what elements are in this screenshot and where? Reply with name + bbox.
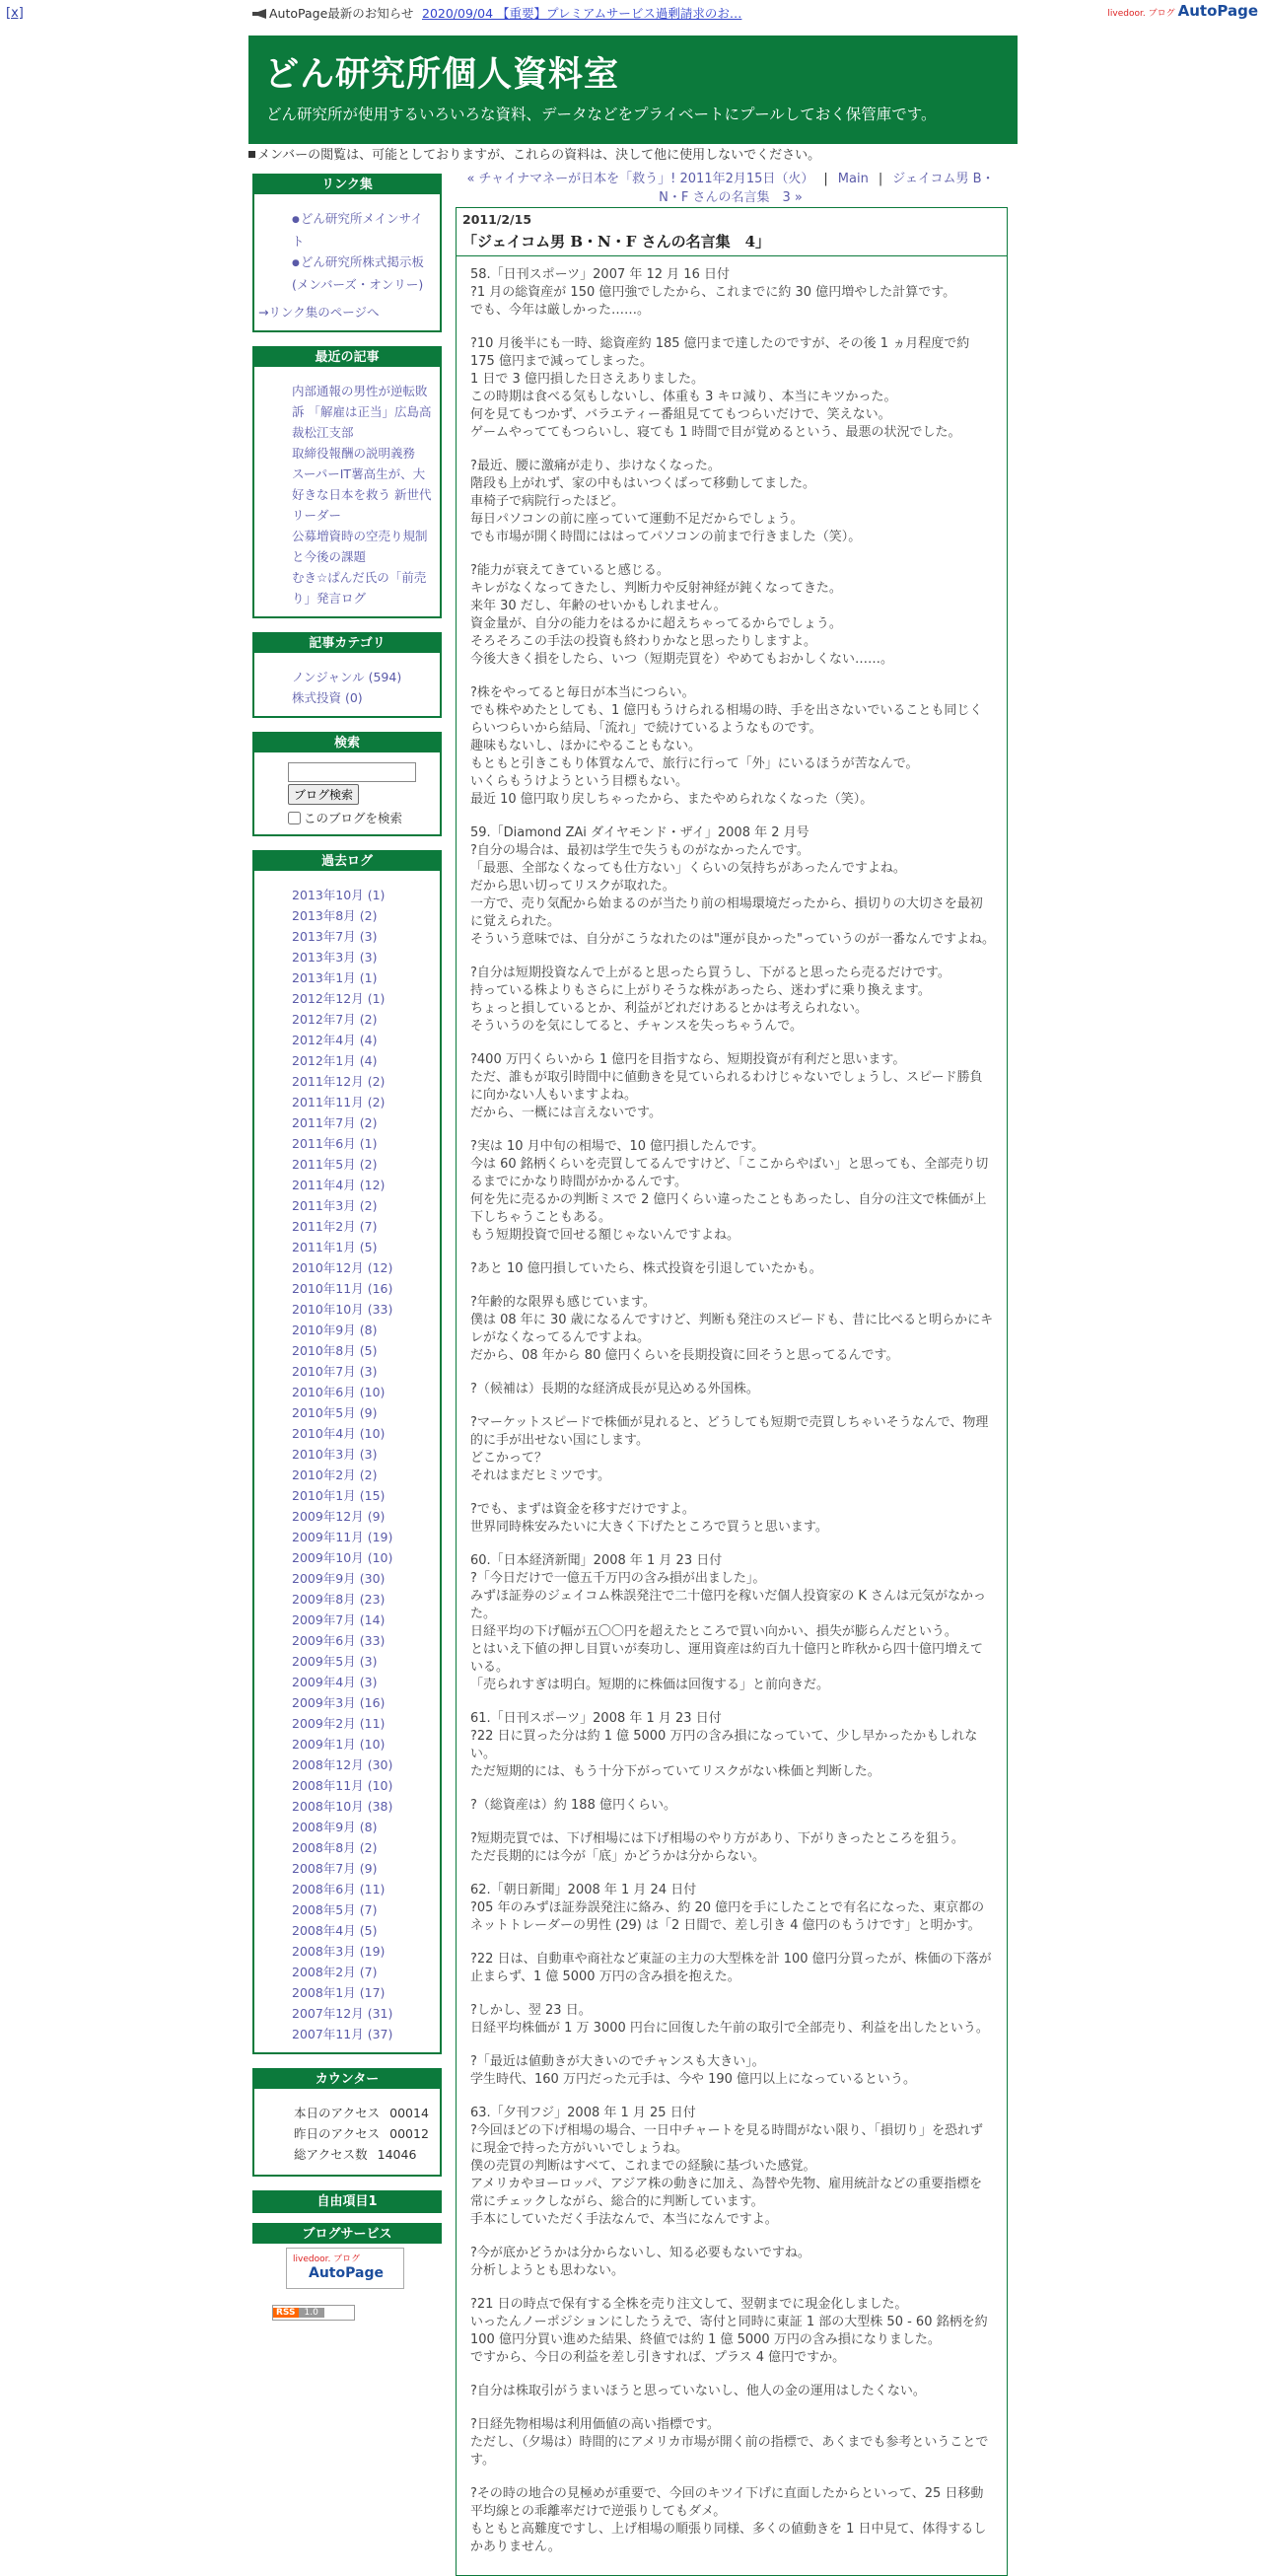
categories-box bbox=[252, 632, 442, 718]
post-paragraph: ?株をやってると毎日が本当につらい。 でも株やめたとしても、1 億円もうけられる相場の時、手を出さないでいることも同じくらいつらいから結局、「流れ」で続けているようなものです。 趣味もないし、ほかにやることもない。 もともと引きこもり体質なんで、旅行に行って「外」にいるほうが苦なんで。 いくらもうけようという目標もない。 最近 10 億円取り戻しちゃったから、またやめられなくなった（笑）。 bbox=[470, 685, 983, 807]
post-paragraph: ?22 日は、自動車や商社など東証の主力の大型株を計 100 億円分買ったが、株価の下落が止まらず、1 億 5000 万円の含み損を抱えた。 bbox=[470, 1952, 992, 1984]
post-paragraph: 58.「日刊スポーツ」2007 年 12 月 16 日付 ?1 月の総資産が 150 億円強でしたから、これまでに約 30 億円増やした計算です。 でも、今年は厳しかった……。 bbox=[470, 267, 956, 318]
archive-month-link[interactable]: 2011年6月 (1) bbox=[292, 1136, 378, 1151]
archive-month-link[interactable]: 2007年12月 (31) bbox=[292, 2006, 393, 2021]
links-box bbox=[252, 174, 442, 332]
free-item-title: 自由項目1 bbox=[254, 2192, 440, 2211]
archive-month-link[interactable]: 2009年4月 (3) bbox=[292, 1675, 378, 1689]
archive-month-link[interactable]: 2008年4月 (5) bbox=[292, 1923, 378, 1938]
archive-month-link[interactable]: 2008年10月 (38) bbox=[292, 1799, 393, 1814]
recent-post-item[interactable]: 取締役報酬の説明義務 bbox=[292, 446, 416, 461]
autopage-logo[interactable]: livedoor. ブログ AutoPage bbox=[1107, 2, 1258, 20]
recent-post-item[interactable]: 公募増資時の空売り規制と今後の課題 bbox=[292, 529, 428, 564]
blog-service-title: ブログサービス bbox=[254, 2225, 440, 2244]
main-link[interactable]: Main bbox=[837, 172, 869, 186]
rss-badge[interactable]: RSS 1.0 bbox=[272, 2305, 355, 2321]
archive-month-link[interactable]: 2011年2月 (7) bbox=[292, 1219, 378, 1234]
recent-posts-box bbox=[252, 346, 442, 618]
categories-title: 記事カテゴリ bbox=[254, 634, 440, 653]
post-paragraph: ?（候補は）長期的な経済成長が見込める外国株。 bbox=[470, 1382, 759, 1396]
archive-month-link[interactable]: 2010年5月 (9) bbox=[292, 1405, 378, 1420]
post-paragraph: 62.「朝日新聞」2008 年 1 月 24 日付 ?05 年のみずほ証券誤発注に絡み、約 20 億円を手にしたことで有名になった、東京都のネットトレーダーの男性 (29) は「2 日間で、差し引き 4 億円のもうけです」と明かす。 bbox=[470, 1883, 985, 1933]
archive-month-link[interactable]: 2011年5月 (2) bbox=[292, 1157, 378, 1172]
post-paragraph: 61.「日刊スポーツ」2008 年 1 月 23 日付 ?22 日に買った分は約 1 億 5000 万円の含み損になっていて、少し早かったかもしれない。 ただ短期的には、もう十分下がっていてリスクがない株価と判断した。 bbox=[470, 1711, 978, 1779]
post-paragraph: ?10 月後半にも一時、総資産約 185 億円まで達したのですが、その後 1 ヵ月程度で約 175 億円まで減ってしまった。 1 日で 3 億円損した日さえありました。 この時期は食べる気もしないし、体重も 3 キロ減り、本当にキツかった。 何を見てもつかず、バラエティー番組見ててもつらいだけで、笑えない。 ゲームやっててもつらいし、寝ても 1 時間で目が覚めるという、最悪の状況でした。 bbox=[470, 336, 970, 440]
archive-title: 過去ログ bbox=[254, 852, 440, 871]
archive-month-link[interactable]: 2008年9月 (8) bbox=[292, 1820, 378, 1834]
blog-title[interactable]: どん研究所個人資料室 bbox=[264, 54, 620, 95]
archive-month-link[interactable]: 2010年7月 (3) bbox=[292, 1364, 378, 1379]
archive-month-link[interactable]: 2009年8月 (23) bbox=[292, 1592, 386, 1607]
archive-month-link[interactable]: 2011年7月 (2) bbox=[292, 1115, 378, 1130]
archive-month-link[interactable]: 2010年2月 (2) bbox=[292, 1467, 378, 1482]
post-paragraph: ?自分は株取引がうまいほうと思っていないし、他人の金の運用はしたくない。 bbox=[470, 2384, 926, 2398]
archive-month-link[interactable]: 2008年8月 (2) bbox=[292, 1840, 378, 1855]
archive-month-link[interactable]: 2010年8月 (5) bbox=[292, 1343, 378, 1358]
archive-month-link[interactable]: 2009年5月 (3) bbox=[292, 1654, 378, 1669]
blog-subtitle: どん研究所が使用するいろいろな資料、データなどをプライベートにプールしておく保管庫です。 bbox=[266, 106, 937, 123]
archive-month-link[interactable]: 2011年4月 (12) bbox=[292, 1178, 386, 1192]
archive-month-link[interactable]: 2013年1月 (1) bbox=[292, 970, 378, 985]
post-paragraph: ?でも、まずは資金を移すだけですよ。 世界同時株安みたいに大きく下げたところで買うと思います。 bbox=[470, 1502, 828, 1535]
archive-month-link[interactable]: 2012年7月 (2) bbox=[292, 1012, 378, 1027]
archive-month-link[interactable]: 2008年2月 (7) bbox=[292, 1965, 378, 1979]
archive-month-link[interactable]: 2008年11月 (10) bbox=[292, 1778, 393, 1793]
category-item[interactable]: 株式投資 (0) bbox=[292, 690, 363, 705]
archive-month-link[interactable]: 2008年5月 (7) bbox=[292, 1902, 378, 1917]
archive-month-link[interactable]: 2011年11月 (2) bbox=[292, 1095, 386, 1109]
archive-month-link[interactable]: 2008年1月 (17) bbox=[292, 1985, 386, 2000]
recent-post-item[interactable]: むき☆ぱんだ氏の「前売り」発言ログ bbox=[292, 570, 427, 606]
archive-month-link[interactable]: 2009年7月 (14) bbox=[292, 1612, 386, 1627]
post-paragraph: ?日経先物相場は利用価値の高い指標です。 ただし、（夕場は）時間的にアメリカ市場が開く前の指標で、あくまでも参考ということです。 bbox=[470, 2417, 989, 2468]
archive-month-link[interactable]: 2009年1月 (10) bbox=[292, 1737, 386, 1752]
post-paragraph: ?「最近は値動きが大きいのでチャンスも大きい」。 学生時代、160 万円だった元手は、今や 190 億円以上になっているという。 bbox=[470, 2054, 917, 2087]
archive-month-link[interactable]: 2008年7月 (9) bbox=[292, 1861, 378, 1876]
notice-text: AutoPage最新のお知らせ bbox=[269, 6, 414, 21]
counter-box bbox=[252, 2068, 442, 2177]
links-title: リンク集 bbox=[254, 176, 440, 194]
archive-month-link[interactable]: 2010年6月 (10) bbox=[292, 1385, 386, 1399]
post-paragraph: ?最近、腰に激痛が走り、歩けなくなった。 階段も上がれず、家の中もはいつくばって移動してました。 車椅子で病院行ったほど。 毎日パソコンの前に座っていて運動不足だからでしょう。 でも市場が開く時間にははってパソコンの前まで行きました（笑）。 bbox=[470, 459, 862, 544]
post-paragraph: ?400 万円くらいから 1 億円を目指すなら、短期投資が有利だと思います。 ただ、誰もが取引時間中に値動きを見ていられるわけじゃないでしょうし、スピード勝負に向かない人もいますよね。 だから、一概には言えないです。 bbox=[470, 1052, 983, 1120]
next-post-link[interactable]: ジェイコム男 B・N・F さんの名言集 3 » bbox=[659, 172, 995, 205]
post-paragraph: ?あと 10 億円損していたら、株式投資を引退していたかも。 bbox=[470, 1261, 822, 1276]
nav-separator: | bbox=[878, 172, 883, 186]
top-notification-bar bbox=[0, 0, 1266, 24]
recent-post-item[interactable]: 内部通報の男性が逆転敗訴 「解雇は正当」広島高裁松江支部 bbox=[292, 384, 432, 440]
archive-month-link[interactable]: 2010年11月 (16) bbox=[292, 1281, 393, 1296]
counter-row-total: 総アクセス数 14046 bbox=[294, 2147, 417, 2162]
post-paragraph: ?その時の地合の見極めが重要で、今回のキツイ下げに直面したからといって、25 日移動平均線との乖離率だけで逆張りしてもダメ。 もともと高難度ですし、上げ相場の順張り同様、多くの値動きを 1 日中見て、体得するしかありません。 bbox=[470, 2486, 987, 2554]
archive-month-link[interactable]: 2007年11月 (37) bbox=[292, 2027, 393, 2041]
search-input[interactable] bbox=[288, 762, 416, 782]
archive-month-link[interactable]: 2009年3月 (16) bbox=[292, 1695, 386, 1710]
archive-month-link[interactable]: 2009年11月 (19) bbox=[292, 1530, 393, 1544]
counter-row-today: 本日のアクセス 00014 bbox=[294, 2106, 429, 2120]
post-paragraph: 60.「日本経済新聞」2008 年 1 月 23 日付 ?「今日だけで一億五千万円の含み損が出ました」。 みずほ証券のジェイコム株誤発注で二十億円を稼いだ個人投資家の K さんは元気がなかった。 日経平均の下げ幅が五〇〇円を超えたところで買い向かい、損失が膨らんだという。 とはいえ下値の押し目買いが奏功し、運用資産は約百九十億円と昨秋から四十億円増えている。 「売られすぎは明白。短期的に株価は回復する」と前向きだ。 bbox=[470, 1553, 987, 1692]
this-blog-checkbox[interactable] bbox=[288, 812, 301, 824]
link-item[interactable]: ● どん研究所株式掲示板(メンバーズ・オンリー) bbox=[292, 251, 432, 295]
post-paragraph: ?短期売買では、下げ相場には下げ相場のやり方があり、下がりきったところを狙う。 ただ長期的には今が「底」かどうかは分からない。 bbox=[470, 1831, 964, 1864]
post-paragraph: ?今が底かどうかは分からないし、知る必要もないですね。 分析しようとも思わない。 bbox=[470, 2246, 810, 2278]
post-paragraph: ?実は 10 月中旬の相場で、10 億円損したんです。 今は 60 銘柄くらいを売買してるんですけど、「ここからやばい」と思っても、全部売り切るまでにかなり時間がかかるんです。 何を先に売るかの判断ミスで 2 億円くらい違ったこともあったし、自分の注文で株価が上下しちゃうこともある。 もう短期投資で回せる額じゃないんですよね。 bbox=[470, 1139, 989, 1243]
recent-posts-title: 最近の記事 bbox=[254, 348, 440, 367]
archive-month-link[interactable]: 2013年10月 (1) bbox=[292, 888, 386, 902]
archive-month-link[interactable]: 2010年10月 (33) bbox=[292, 1302, 393, 1317]
post-paragraph: ?マーケットスピードで株価が見れると、どうしても短期で売買しちゃいそうなんで、物理的に手が出せない国にします。 どこかって？ それはまだヒミツです。 bbox=[470, 1415, 989, 1483]
post-title: 「ジェイコム男 B・N・F さんの名言集 4」 bbox=[462, 233, 771, 250]
archive-month-link[interactable]: 2010年12月 (12) bbox=[292, 1260, 393, 1275]
blog-header bbox=[248, 36, 1018, 144]
archive-month-link[interactable]: 2009年9月 (30) bbox=[292, 1571, 386, 1586]
blog-search-button[interactable]: ブログ検索 bbox=[288, 784, 359, 805]
post-paragraph: 59.「Diamond ZAi ダイヤモンド・ザイ」2008 年 2 月号 ?自分の場合は、最初は学生で失うものがなかったんです。 「最悪、全部なくなっても仕方ない」くらいの気持ちがあったんですよね。 だから思い切ってリスクが取れた。 一方で、売り気配から始まるのが当たり前の相場環境だったから、損切りの大切さを最初に覚えられた。 そういう意味では、自分がこうなれたのは"運が良かった"っていうのが一番なんですよね。 bbox=[470, 825, 995, 947]
blog-service-box bbox=[252, 2223, 442, 2244]
post-paragraph: ?21 日の時点で保有する全株を売り注文して、翌朝までに現金化しました。 いったんノーポジションにしたうえで、寄付と同時に東証 1 部の大型株 50 - 60 銘柄を約 100 億円分買い進めた結果、終値では約 1 億 5000 万円の含み損になりました。 ですから、今日の利益を差し引きすれば、プラス 4 億円ですか。 bbox=[470, 2297, 988, 2365]
archive-month-link[interactable]: 2010年1月 (15) bbox=[292, 1488, 386, 1503]
archive-list bbox=[254, 871, 440, 2052]
prev-post-link[interactable]: « チャイナマネーが日本を「救う」! 2011年2月15日（火） bbox=[466, 172, 814, 186]
news-link[interactable]: 2020/09/04 【重要】プレミアムサービス過剰請求のお… bbox=[422, 6, 742, 21]
search-box bbox=[252, 732, 442, 836]
archive-month-link[interactable]: 2008年12月 (30) bbox=[292, 1757, 393, 1772]
archive-month-link[interactable]: 2011年3月 (2) bbox=[292, 1198, 378, 1213]
post-paragraph: ?自分は短期投資なんで上がると思ったら買うし、下がると思ったら売るだけです。 持っている株よりもさらに上がりそうな株があったら、迷わずに乗り換えます。 ちょっと損しているとか、利益がどれだけあるとかは考えられない。 そういうのを気にしてると、チャンスを失っちゃうんで。 bbox=[470, 966, 950, 1034]
archive-month-link[interactable]: 2013年8月 (2) bbox=[292, 908, 378, 923]
counter-row-yesterday: 昨日のアクセス 00012 bbox=[294, 2126, 429, 2141]
category-item[interactable]: ノンジャンル (594) bbox=[292, 670, 402, 684]
archive-month-link[interactable]: 2012年12月 (1) bbox=[292, 991, 386, 1006]
archive-month-link[interactable]: 2008年3月 (19) bbox=[292, 1944, 386, 1959]
archive-box bbox=[252, 850, 442, 2054]
search-scope-label[interactable]: このブログを検索 bbox=[288, 809, 434, 828]
archive-month-link[interactable]: 2012年1月 (4) bbox=[292, 1053, 378, 1068]
archive-month-link[interactable]: 2011年1月 (5) bbox=[292, 1240, 378, 1254]
archive-month-link[interactable]: 2011年12月 (2) bbox=[292, 1074, 386, 1089]
post-paragraph: ?（総資産は）約 188 億円くらい。 bbox=[470, 1798, 676, 1813]
sidebar bbox=[252, 174, 442, 2321]
member-notice: メンバーの閲覧は、可能としておりますが、これらの資料は、決して他に使用しないでください。 bbox=[248, 144, 820, 163]
notice-label bbox=[252, 4, 413, 22]
autopage-badge[interactable]: livedoor. ブログ AutoPage bbox=[286, 2248, 404, 2289]
free-item-box bbox=[252, 2190, 442, 2213]
archive-month-link[interactable]: 2009年2月 (11) bbox=[292, 1716, 386, 1731]
archive-month-link[interactable]: 2009年10月 (10) bbox=[292, 1550, 393, 1565]
links-more-link[interactable]: → リンク集のページへ bbox=[254, 303, 440, 330]
post-paragraph: ?しかし、翌 23 日。 日経平均株価が 1 万 3000 円台に回復した午前の取引で全部売り、利益を出したという。 bbox=[470, 2003, 989, 2036]
post-paragraph: 63.「夕刊フジ」2008 年 1 月 25 日付 ?今回ほどの下げ相場の場合、一日中チャートを見る時間がない限り、「損切り」を恐れずに現金で持った方がいいでしょうね。 僕の売買の判断はすべて、これまでの経験に基づいた感覚。 アメリカやヨーロッパ、アジア株の動きに加え、為替や先物、雇用統計などの重要指標を常にチェックしながら、総合的に判断しています。 手本にしていただく手法なんで、本当になんですよ。 bbox=[470, 2106, 984, 2227]
archive-month-link[interactable]: 2008年6月 (11) bbox=[292, 1882, 386, 1896]
post-body bbox=[457, 256, 1007, 2556]
post-paragraph: ?能力が衰えてきていると感じる。 キレがなくなってきたし、判断力や反射神経が鈍くなってきた。 来年 30 だし、年齢のせいかもしれません。 資金量が、自分の能力をはるかに超えちゃってるからでしょう。 そろそろこの手法の投資も終わりかなと思ったりしますよ。 今後大きく損をしたら、いつ（短期売買を）やめてもおかしくない……。 bbox=[470, 563, 894, 667]
close-bar-link[interactable]: [x] bbox=[6, 6, 24, 21]
counter-title: カウンター bbox=[254, 2070, 440, 2089]
blog-post bbox=[456, 207, 1008, 2576]
recent-post-item[interactable]: スーパーIT薯高生が、大好きな日本を救う 新世代リーダー bbox=[292, 466, 432, 523]
post-paragraph: ?年齢的な限界も感じています。 僕は 08 年に 30 歳になるんですけど、判断も発注のスピードも、昔に比べると明らかにキレがなくなってるんですよね。 だから、08 年から 80 億円くらいを長期投資に回そうと思ってるんです。 bbox=[470, 1295, 994, 1363]
archive-month-link[interactable]: 2010年3月 (3) bbox=[292, 1447, 378, 1462]
megaphone-icon bbox=[252, 9, 266, 19]
post-navigation bbox=[459, 170, 1002, 207]
archive-month-link[interactable]: 2010年9月 (8) bbox=[292, 1323, 378, 1337]
archive-month-link[interactable]: 2010年4月 (10) bbox=[292, 1426, 386, 1441]
link-item[interactable]: ● どん研究所メインサイト bbox=[292, 208, 432, 251]
post-date: 2011/2/15 bbox=[462, 212, 532, 227]
nav-separator: | bbox=[823, 172, 828, 186]
archive-month-link[interactable]: 2009年12月 (9) bbox=[292, 1509, 386, 1524]
archive-month-link[interactable]: 2009年6月 (33) bbox=[292, 1633, 386, 1648]
archive-month-link[interactable]: 2012年4月 (4) bbox=[292, 1033, 378, 1047]
square-bullet-icon bbox=[248, 151, 255, 158]
archive-month-link[interactable]: 2013年7月 (3) bbox=[292, 929, 378, 944]
search-title: 検索 bbox=[254, 734, 440, 752]
archive-month-link[interactable]: 2013年3月 (3) bbox=[292, 950, 378, 965]
